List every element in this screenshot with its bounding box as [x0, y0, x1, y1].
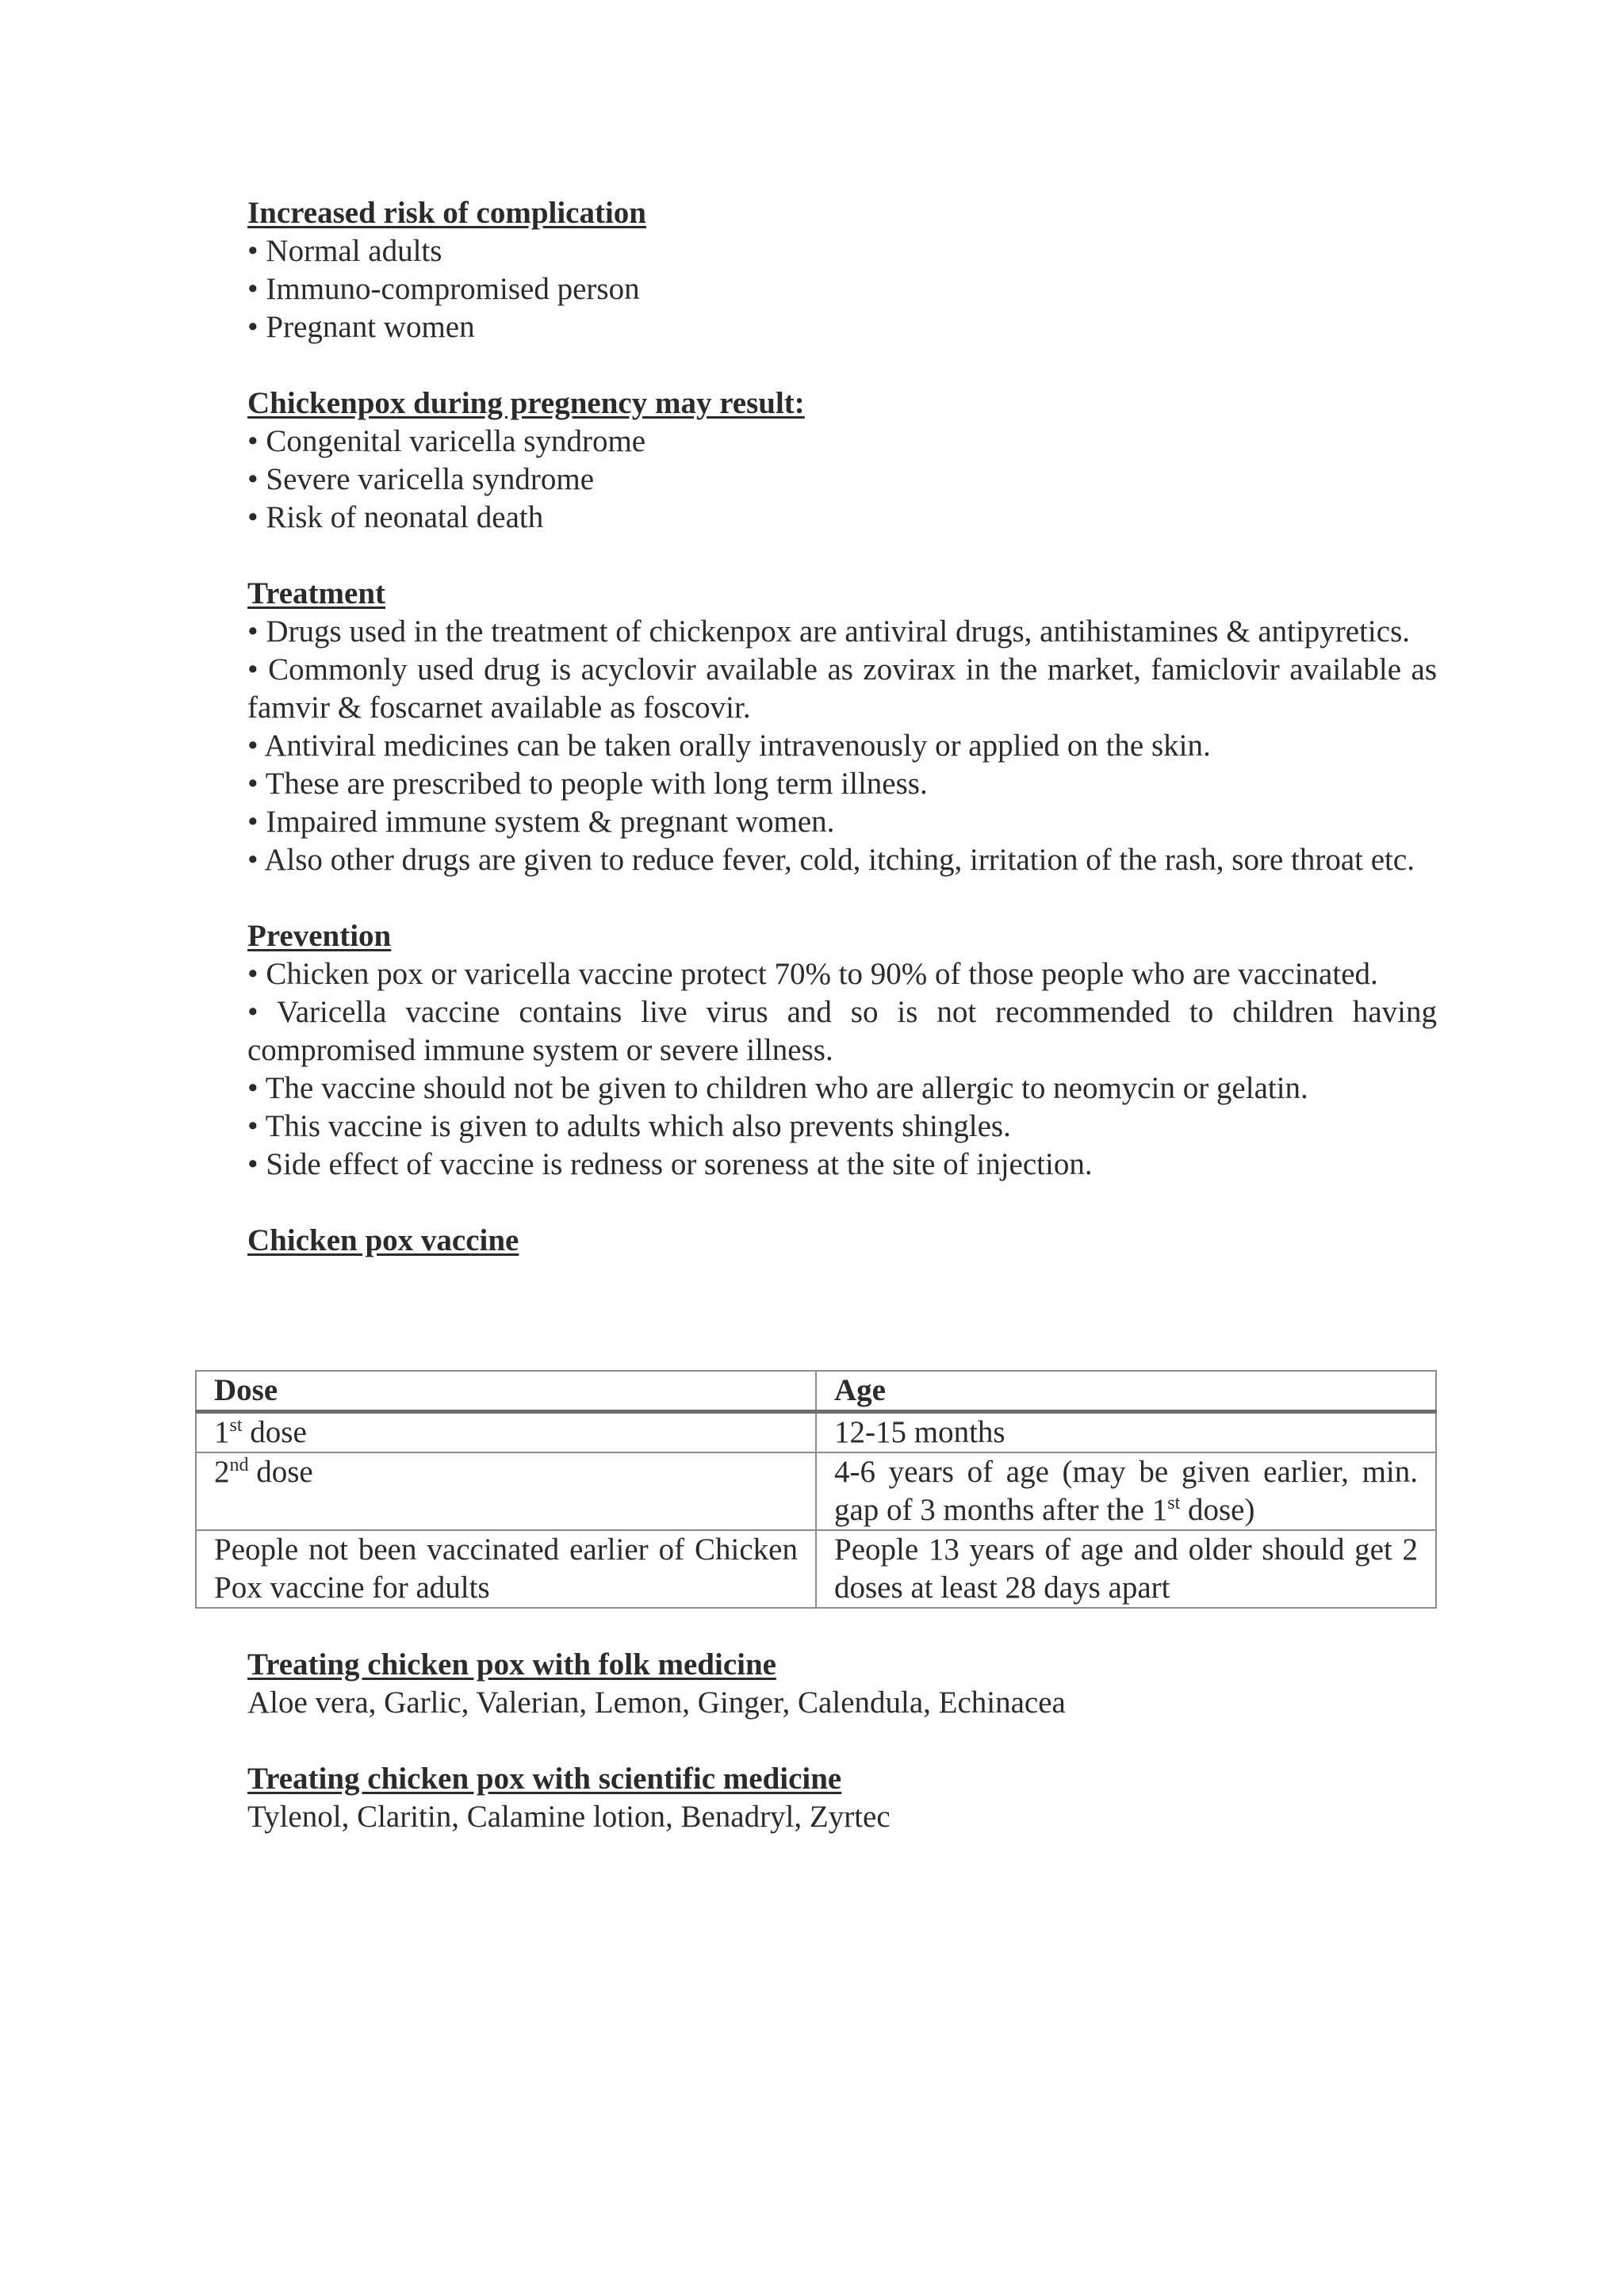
column-header-age: Age [816, 1371, 1436, 1412]
list-item: • Congenital varicella syndrome [247, 424, 646, 458]
list-item: • This vaccine is given to adults which also prevents shingles. [247, 1109, 1011, 1143]
dose-ordinal: nd [229, 1455, 249, 1475]
table-header-row [196, 1371, 1436, 1412]
document-body [247, 194, 1437, 1298]
age-text-end: dose) [1180, 1493, 1255, 1527]
table-row [196, 1452, 1436, 1530]
list-item: • These are prescribed to people with long term illness. [247, 767, 928, 801]
risk-section [247, 194, 1437, 346]
pregnancy-section [247, 385, 1437, 537]
dose-number: 2 [214, 1455, 230, 1489]
age-cell: People 13 years of age and older should get 2 doses at least 28 days apart [816, 1530, 1436, 1608]
scientific-section [247, 1760, 1437, 1836]
vaccine-section [247, 1222, 1437, 1260]
dose-cell [196, 1452, 816, 1530]
table-row [196, 1530, 1436, 1608]
pregnancy-list [247, 423, 1437, 537]
prevention-list [247, 955, 1437, 1184]
dose-text: dose [248, 1455, 313, 1489]
vaccine-heading: Chicken pox vaccine [247, 1223, 519, 1257]
list-item: • Commonly used drug is acyclovir available as zovirax in the market, famiclovir available as famvir & foscarnet available as foscovir. [247, 652, 1437, 725]
age-cell: 12-15 months [816, 1412, 1436, 1453]
risk-heading: Increased risk of complication [247, 196, 647, 230]
vaccine-table [195, 1370, 1437, 1609]
column-header-dose: Dose [196, 1371, 816, 1412]
treatment-heading: Treatment [247, 576, 385, 610]
age-ordinal: st [1167, 1493, 1181, 1513]
list-item: • Pregnant women [247, 310, 475, 344]
list-item: • Normal adults [247, 234, 442, 268]
scientific-heading: Treating chicken pox with scientific medicine [247, 1762, 842, 1796]
table-row [196, 1412, 1436, 1453]
treatment-list [247, 613, 1437, 879]
list-item: • Risk of neonatal death [247, 500, 544, 534]
pregnancy-heading: Chickenpox during pregnency may result: [247, 386, 805, 420]
medicine-sections [247, 1646, 1437, 1874]
list-item: • Drugs used in the treatment of chickenpox are antiviral drugs, antihistamines & antipyretics. [247, 614, 1411, 649]
prevention-heading: Prevention [247, 919, 392, 953]
age-cell [816, 1452, 1436, 1530]
risk-list [247, 232, 1437, 346]
list-item: • Chicken pox or varicella vaccine protect 70% to 90% of those people who are vaccinated. [247, 957, 1378, 991]
prevention-section [247, 917, 1437, 1184]
scientific-text: Tylenol, Claritin, Calamine lotion, Benadryl, Zyrtec [247, 1800, 891, 1834]
list-item: • Severe varicella syndrome [247, 462, 595, 496]
folk-text: Aloe vera, Garlic, Valerian, Lemon, Ginger, Calendula, Echinacea [247, 1686, 1066, 1720]
list-item: • Varicella vaccine contains live virus and so is not recommended to children having compromised immune system or severe illness. [247, 995, 1437, 1067]
dose-cell: People not been vaccinated earlier of Chicken Pox vaccine for adults [196, 1530, 816, 1608]
dose-number: 1 [214, 1415, 230, 1449]
list-item: • Side effect of vaccine is redness or soreness at the site of injection. [247, 1147, 1093, 1181]
list-item: • Also other drugs are given to reduce fever, cold, itching, irritation of the rash, sore throat etc. [247, 843, 1415, 877]
dose-cell [196, 1412, 816, 1453]
age-text: 4-6 years of age (may be given earlier, min. gap of 3 months after the 1 [834, 1455, 1418, 1527]
folk-section [247, 1646, 1437, 1722]
treatment-section [247, 575, 1437, 879]
list-item: • The vaccine should not be given to children who are allergic to neomycin or gelatin. [247, 1071, 1308, 1105]
list-item: • Immuno-compromised person [247, 272, 640, 306]
folk-heading: Treating chicken pox with folk medicine [247, 1647, 776, 1682]
dose-ordinal: st [229, 1415, 243, 1436]
dose-text: dose [242, 1415, 307, 1449]
list-item: • Impaired immune system & pregnant women. [247, 805, 835, 839]
list-item: • Antiviral medicines can be taken orally intravenously or applied on the skin. [247, 729, 1211, 763]
